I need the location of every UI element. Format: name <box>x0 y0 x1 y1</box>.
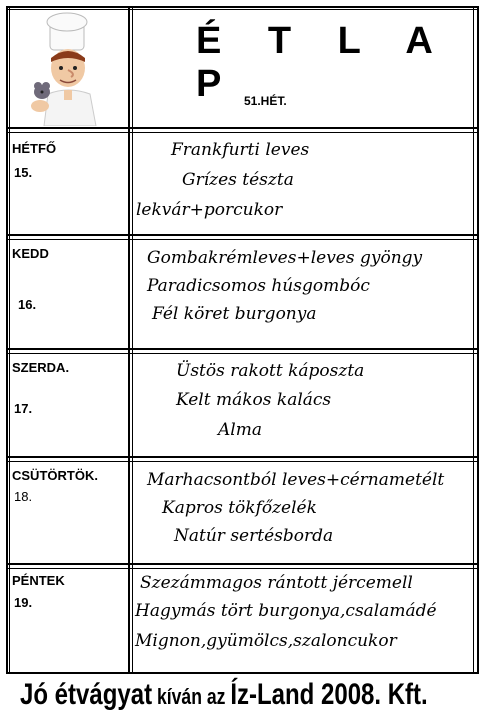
dish-friday-3: Mignon,gyümölcs,szaloncukor <box>135 631 397 651</box>
footer-part-1: Jó étvágyat <box>20 678 153 711</box>
page-title: É T L A P <box>196 20 450 105</box>
dish-monday-2: Grízes tészta <box>182 170 294 190</box>
dish-friday-2: Hagymás tört burgonya,csalamádé <box>135 601 437 621</box>
dish-monday-3: lekvár+porcukor <box>136 200 283 220</box>
footer-part-3: Íz-Land 2008. Kft. <box>230 678 428 711</box>
day-number-monday: 15. <box>14 165 33 180</box>
dish-thursday-3: Natúr sertésborda <box>174 526 334 546</box>
menu-table <box>6 6 479 674</box>
day-name-tuesday: KEDD <box>12 246 49 261</box>
day-number-wednesday: 17. <box>14 401 33 416</box>
day-name-thursday: CSÜTÖRTÖK. <box>12 468 98 483</box>
footer-slogan <box>20 678 428 712</box>
footer-part-2: kíván az <box>152 684 231 709</box>
day-name-friday: PÉNTEK <box>12 573 65 588</box>
day-number-tuesday: 16. <box>18 297 37 312</box>
dish-tuesday-1: Gombakrémleves+leves gyöngy <box>147 248 423 268</box>
dish-tuesday-2: Paradicsomos húsgombóc <box>147 276 370 296</box>
day-name-monday: HÉTFŐ <box>12 141 57 156</box>
day-number-thursday: 18. <box>14 489 33 504</box>
dish-friday-1: Szezámmagos rántott jércemell <box>140 573 413 593</box>
dish-tuesday-3: Fél köret burgonya <box>152 304 317 324</box>
dish-monday-1: Frankfurti leves <box>171 140 310 160</box>
chef-mouse-icon <box>10 10 126 126</box>
dish-thursday-1: Marhacsontból leves+cérnametélt <box>147 470 445 490</box>
day-number-friday: 19. <box>14 595 33 610</box>
week-label: 51.HÉT. <box>244 94 287 108</box>
day-name-wednesday: SZERDA. <box>12 360 70 375</box>
dish-wednesday-1: Üstös rakott káposzta <box>176 361 365 381</box>
dish-thursday-2: Kapros tökfőzelék <box>162 498 317 518</box>
dish-wednesday-2: Kelt mákos kalács <box>176 390 332 410</box>
dish-wednesday-3: Alma <box>218 420 262 440</box>
